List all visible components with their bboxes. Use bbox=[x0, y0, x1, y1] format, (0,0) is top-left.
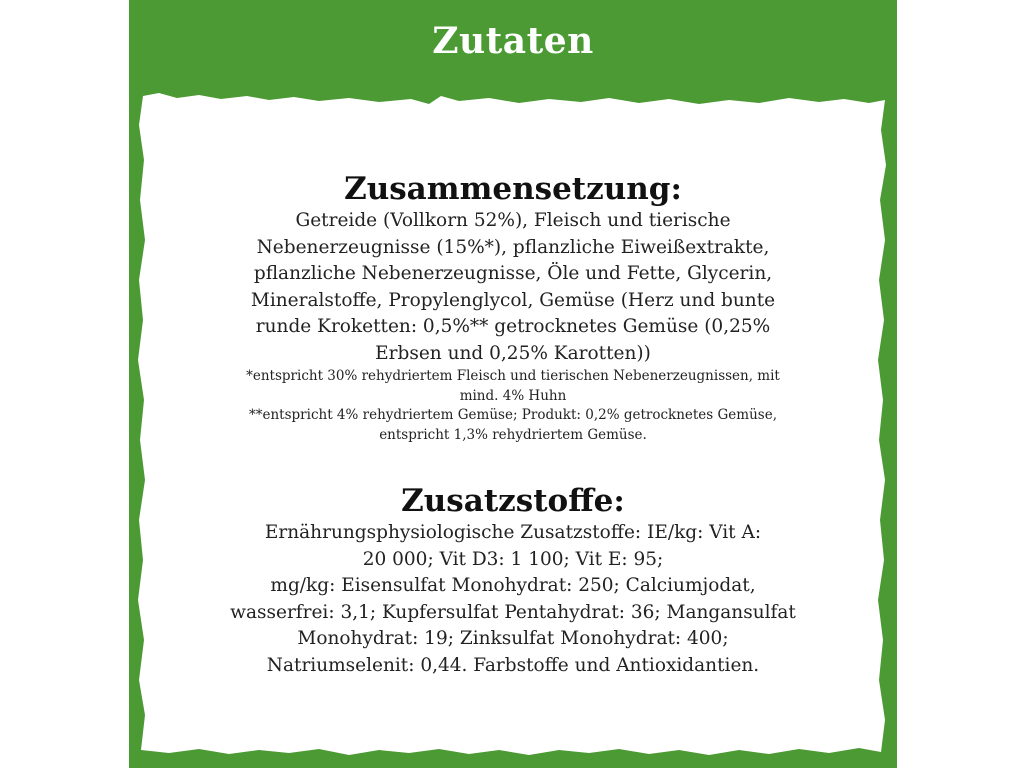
composition-section bbox=[169, 170, 857, 445]
additives-line: Ernährungsphysiologische Zusatzstoffe: IE/kg: Vit A: bbox=[264, 522, 762, 543]
footnote-line: **entspricht 4% rehydriertem Gemüse; Produkt: 0,2% getrocknetes Gemüse, bbox=[249, 407, 777, 423]
composition-line: pflanzliche Nebenerzeugnisse, Öle und Fette, Glycerin, bbox=[253, 263, 773, 284]
additives-section bbox=[169, 482, 857, 679]
additives-text bbox=[169, 520, 857, 679]
additives-line: Monohydrat: 19; Zinksulfat Monohydrat: 400; bbox=[297, 628, 729, 649]
composition-line: Getreide (Vollkorn 52%), Fleisch und tierische bbox=[295, 210, 731, 231]
page-title: Zutaten bbox=[432, 20, 594, 62]
additives-line: 20 000; Vit D3: 1 100; Vit E: 95; bbox=[362, 548, 664, 570]
green-panel bbox=[129, 0, 897, 768]
composition-text bbox=[169, 208, 857, 367]
composition-line: runde Kroketten: 0,5%** getrocknetes Gemüse (0,25% bbox=[255, 316, 771, 337]
footnote-line: *entspricht 30% rehydriertem Fleisch und tierischen Nebenerzeugnissen, mit bbox=[246, 368, 780, 384]
composition-line: Mineralstoffe, Propylenglycol, Gemüse (Herz und bunte bbox=[250, 289, 776, 311]
composition-line: Nebenerzeugnisse (15%*), pflanzliche Eiweißextrakte, bbox=[256, 236, 770, 258]
additives-line: mg/kg: Eisensulfat Monohydrat: 250; Calciumjodat, bbox=[270, 575, 756, 596]
additives-line: wasserfrei: 3,1; Kupfersulfat Pentahydrat: 36; Mangansulfat bbox=[230, 601, 796, 623]
composition-line: Erbsen und 0,25% Karotten)) bbox=[375, 342, 651, 364]
composition-heading: Zusammensetzung: bbox=[344, 171, 682, 207]
footnote-line: entspricht 1,3% rehydriertem Gemüse. bbox=[379, 426, 647, 443]
additives-heading: Zusatzstoffe: bbox=[401, 483, 625, 519]
footnote-line: mind. 4% Huhn bbox=[459, 387, 567, 404]
composition-footnotes bbox=[169, 367, 857, 445]
additives-line: Natriumselenit: 0,44. Farbstoffe und Antioxidantien. bbox=[266, 654, 760, 676]
